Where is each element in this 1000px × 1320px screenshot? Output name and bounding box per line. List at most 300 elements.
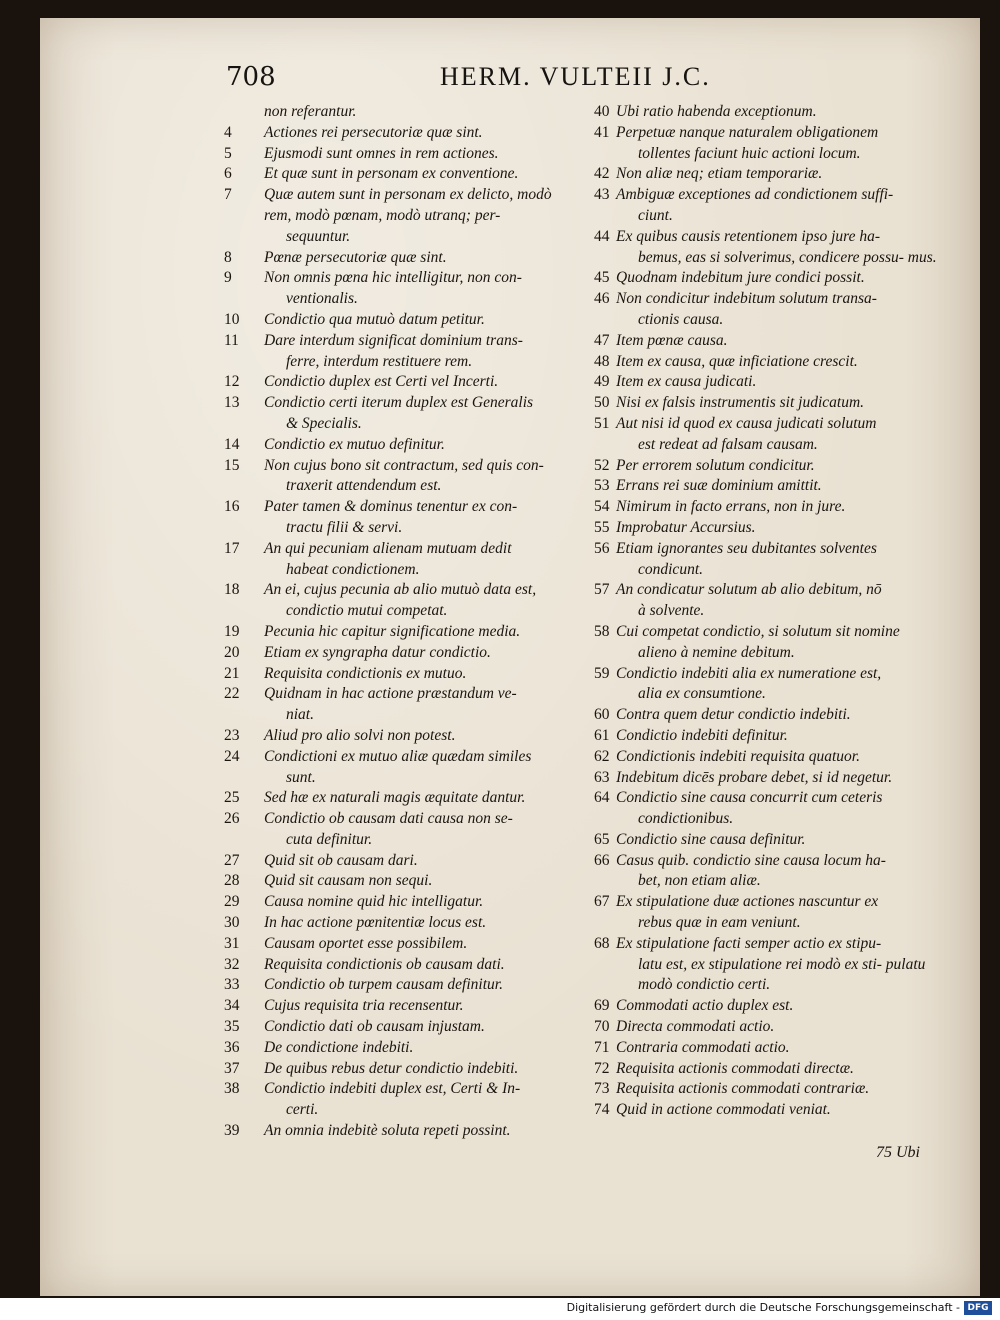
entry-text	[616, 476, 970, 497]
entry-continuation: ctionis causa.	[638, 310, 724, 328]
entry-text	[264, 372, 590, 393]
entry-number: 25	[224, 789, 240, 807]
entry-text	[264, 726, 590, 747]
entry-line: Condictio indebiti alia ex numeratione est,	[616, 664, 882, 682]
entry-line: Condictio sine causa definitur.	[616, 830, 806, 848]
entry-continuation: traxerit attendendum est.	[286, 477, 442, 495]
entry-number: 8	[224, 248, 232, 266]
entry-text	[616, 331, 970, 352]
entry-number: 49	[594, 373, 610, 391]
index-entry	[590, 1100, 970, 1121]
index-entry	[590, 892, 970, 934]
entry-number: 70	[594, 1018, 610, 1036]
entry-number: 23	[224, 726, 240, 744]
index-entry	[220, 664, 590, 685]
entry-line: Non condicitur indebitum solutum transa-	[616, 290, 877, 308]
entry-number: 38	[224, 1080, 240, 1098]
entry-number: 11	[224, 331, 239, 349]
index-entry	[220, 934, 590, 955]
entry-number: 51	[594, 414, 610, 432]
entry-number: 39	[224, 1122, 240, 1140]
book-page	[40, 18, 980, 1296]
entry-line: Errans rei suæ dominium amittit.	[616, 477, 822, 495]
entry-text	[616, 518, 970, 539]
index-entry	[590, 1079, 970, 1100]
entry-number: 65	[594, 830, 610, 848]
entry-text	[264, 393, 590, 435]
entry-number: 55	[594, 518, 610, 536]
entry-number: 7	[224, 186, 232, 204]
entry-line: Etiam ignorantes seu dubitantes solventes	[616, 539, 877, 557]
entry-continuation: bemus, eas si solverimus, condicere possu- mus.	[638, 248, 937, 266]
index-entry	[590, 580, 970, 622]
entry-number: 37	[224, 1059, 240, 1077]
entry-text	[616, 996, 970, 1017]
entry-continuation: & Specialis.	[286, 414, 362, 432]
entry-line: Etiam ex syngrapha datur condictio.	[264, 643, 491, 661]
entry-text	[616, 352, 970, 373]
entry-continuation: ferre, interdum restituere rem.	[286, 352, 473, 370]
entry-continuation: tractu filii & servi.	[286, 518, 403, 536]
entry-number: 6	[224, 165, 232, 183]
entry-line: Contraria commodati actio.	[616, 1038, 790, 1056]
entry-line: Causam oportet esse possibilem.	[264, 934, 468, 952]
entry-text	[616, 289, 970, 331]
index-entry	[590, 1059, 970, 1080]
entry-number: 14	[224, 435, 240, 453]
entry-number: 45	[594, 269, 610, 287]
index-entry	[590, 497, 970, 518]
entry-number: 16	[224, 498, 240, 516]
entry-text	[264, 934, 590, 955]
entry-line: Item ex causa judicati.	[616, 373, 757, 391]
entry-continuation: est redeat ad falsam causam.	[638, 435, 818, 453]
entry-line: Condictio dati ob causam injustam.	[264, 1018, 485, 1036]
entry-text	[264, 622, 590, 643]
entry-number: 17	[224, 539, 240, 557]
entry-line: Aut nisi id quod ex causa judicati solutum	[616, 414, 877, 432]
entry-line: Condictio indebiti definitur.	[616, 726, 788, 744]
entry-number: 72	[594, 1059, 610, 1077]
entry-number: 58	[594, 622, 610, 640]
page-header	[40, 62, 980, 102]
entry-text	[616, 227, 970, 269]
entry-line: Ubi ratio habenda exceptionum.	[616, 103, 817, 120]
entry-line: Condictio indebiti duplex est, Certi & In-	[264, 1080, 521, 1098]
index-entry	[590, 123, 970, 165]
entry-continuation: cuta definitur.	[286, 830, 373, 848]
entry-number: 33	[224, 976, 240, 994]
entry-continuation: alia ex consumtione.	[638, 685, 766, 703]
index-entry	[590, 705, 970, 726]
index-entry	[590, 830, 970, 851]
entry-line: Contra quem detur condictio indebiti.	[616, 706, 851, 724]
entry-number: 46	[594, 290, 610, 308]
entry-text	[616, 622, 970, 664]
entry-number: 48	[594, 352, 610, 370]
entry-number: 42	[594, 165, 610, 183]
index-entry	[590, 476, 970, 497]
entry-text	[616, 185, 970, 227]
index-column-left	[220, 102, 590, 1142]
entry-line: Requisita condictionis ob causam dati.	[264, 955, 505, 973]
entry-continuation: alieno à nemine debitum.	[638, 643, 795, 661]
entry-text	[616, 747, 970, 768]
entry-line: An omnia indebitè soluta repeti possint.	[264, 1122, 511, 1140]
entry-text	[616, 1017, 970, 1038]
entry-text	[264, 102, 590, 123]
index-entry	[590, 851, 970, 893]
index-entry	[220, 393, 590, 435]
entry-number: 30	[224, 914, 240, 932]
index-entry	[590, 331, 970, 352]
entry-text	[616, 1100, 970, 1121]
entry-text	[616, 123, 970, 165]
entry-continuation: sequuntur.	[286, 227, 351, 245]
entry-number: 20	[224, 643, 240, 661]
entry-text	[264, 955, 590, 976]
entry-number: 29	[224, 893, 240, 911]
digitization-footer	[0, 1298, 1000, 1320]
entry-number: 24	[224, 747, 240, 765]
entry-number: 21	[224, 664, 240, 682]
index-entry	[590, 185, 970, 227]
index-entry	[590, 414, 970, 456]
entry-text	[616, 268, 970, 289]
entry-text	[264, 1017, 590, 1038]
entry-continuation: niat.	[286, 706, 314, 724]
entry-number: 26	[224, 810, 240, 828]
index-entry	[590, 268, 970, 289]
index-entry	[590, 164, 970, 185]
index-entry	[220, 539, 590, 581]
index-entry	[220, 1059, 590, 1080]
entry-line: Per errorem solutum condicitur.	[616, 456, 815, 474]
entry-line: An ei, cujus pecunia ab alio mutuò data est,	[264, 581, 537, 599]
entry-number: 68	[594, 934, 610, 952]
entry-text	[264, 435, 590, 456]
index-entry	[590, 747, 970, 768]
index-entry	[220, 809, 590, 851]
entry-line: An qui pecuniam alienam mutuam dedit	[264, 539, 512, 557]
index-entry	[220, 1079, 590, 1121]
index-entry	[220, 435, 590, 456]
entry-text	[264, 123, 590, 144]
entry-line: Non omnis pœna hic intelligitur, non con-	[264, 269, 522, 287]
entry-text	[264, 684, 590, 726]
entry-text	[616, 1079, 970, 1100]
index-entry	[590, 788, 970, 830]
entry-text	[264, 580, 590, 622]
entry-line: Condictio ob causam dati causa non se-	[264, 810, 513, 828]
entry-number: 71	[594, 1038, 610, 1056]
index-entry	[590, 934, 970, 996]
index-entry	[220, 144, 590, 165]
entry-number: 57	[594, 581, 610, 599]
index-entry	[220, 747, 590, 789]
entry-line: Ex stipulatione facti semper actio ex stipu-	[616, 934, 882, 952]
page-number: 708	[226, 62, 276, 92]
index-entry	[220, 643, 590, 664]
entry-line: Dare interdum significat dominium trans-	[264, 331, 523, 349]
entry-number: 18	[224, 581, 240, 599]
entry-text	[264, 809, 590, 851]
index-entry	[220, 1017, 590, 1038]
entry-number: 56	[594, 539, 610, 557]
entry-line: Condictio duplex est Certi vel Incerti.	[264, 373, 499, 391]
entry-line: Condictionis indebiti requisita quatuor.	[616, 747, 860, 765]
entry-number: 19	[224, 622, 240, 640]
entry-text	[616, 1059, 970, 1080]
entry-number: 40	[594, 103, 610, 120]
entry-text	[616, 664, 970, 706]
entry-text	[616, 102, 970, 123]
index-entry	[590, 227, 970, 269]
entry-line: An condicatur solutum ab alio debitum, nō	[616, 581, 882, 599]
entry-line: Pecunia hic capitur significatione media.	[264, 622, 521, 640]
entry-text	[264, 747, 590, 789]
entry-text	[616, 851, 970, 893]
entry-number: 67	[594, 893, 610, 911]
entry-text	[616, 414, 970, 456]
entry-continuation: condictionibus.	[638, 810, 734, 828]
entry-number: 53	[594, 477, 610, 495]
entry-text	[264, 851, 590, 872]
entry-number: 12	[224, 373, 240, 391]
entry-text	[264, 643, 590, 664]
entry-text	[264, 1038, 590, 1059]
entry-line: Commodati actio duplex est.	[616, 997, 794, 1015]
entry-line: Quodnam indebitum jure condici possit.	[616, 269, 865, 287]
entry-line: Et quæ sunt in personam ex conventione.	[264, 165, 519, 183]
index-entry	[220, 726, 590, 747]
entry-line: Requisita actionis commodati contrariæ.	[616, 1080, 870, 1098]
entry-line: Aliud pro alio solvi non potest.	[264, 726, 456, 744]
entry-number: 54	[594, 498, 610, 516]
entry-text	[264, 185, 590, 247]
entry-line: Item ex causa, quæ inficiatione crescit.	[616, 352, 858, 370]
entry-line: De condictione indebiti.	[264, 1038, 414, 1056]
index-entry	[220, 164, 590, 185]
entry-line: Condictio certi iterum duplex est Generalis	[264, 394, 534, 412]
entry-line: Ex stipulatione duæ actiones nascuntur ex	[616, 893, 879, 911]
entry-line: Item pœnæ causa.	[616, 331, 728, 349]
entry-number: 47	[594, 331, 610, 349]
entry-line: Quidnam in hac actione præstandum ve-	[264, 685, 517, 703]
entry-text	[616, 705, 970, 726]
entry-line: Non cujus bono sit contractum, sed quis con-	[264, 456, 544, 474]
entry-line: non referantur.	[264, 103, 357, 120]
entry-text	[616, 788, 970, 830]
entry-text	[264, 268, 590, 310]
entry-text	[264, 975, 590, 996]
entry-line: Non aliæ neq; etiam temporariæ.	[616, 165, 823, 183]
entry-text	[264, 892, 590, 913]
entry-line: Requisita condictionis ex mutuo.	[264, 664, 467, 682]
index-entry	[220, 892, 590, 913]
index-entry	[220, 185, 590, 247]
dfg-logo: DFG	[964, 1301, 992, 1315]
entry-text	[264, 497, 590, 539]
entry-number: 32	[224, 955, 240, 973]
entry-number: 59	[594, 664, 610, 682]
entry-text	[264, 456, 590, 498]
entry-line: Improbatur Accursius.	[616, 518, 756, 536]
entry-line: Pater tamen & dominus tenentur ex con-	[264, 498, 518, 516]
entry-line: Condictio ex mutuo definitur.	[264, 435, 445, 453]
entry-text	[264, 871, 590, 892]
entry-line: De quibus rebus detur condictio indebiti.	[264, 1059, 519, 1077]
entry-number: 27	[224, 851, 240, 869]
entry-text	[616, 580, 970, 622]
entry-number: 43	[594, 186, 610, 204]
index-entry	[220, 497, 590, 539]
index-entry	[220, 268, 590, 310]
index-entry	[220, 788, 590, 809]
entry-number: 31	[224, 934, 240, 952]
entry-text	[264, 996, 590, 1017]
entry-number: 36	[224, 1038, 240, 1056]
entry-number: 13	[224, 394, 240, 412]
entry-text	[616, 539, 970, 581]
entry-text	[264, 248, 590, 269]
entry-line: Condictio sine causa concurrit cum ceteris	[616, 789, 883, 807]
index-entry	[590, 1017, 970, 1038]
entry-continuation: latu est, ex stipulatione rei modò ex sti- pulatu modò condictio certi.	[638, 955, 926, 994]
entry-number: 41	[594, 123, 610, 141]
entry-continuation: bet, non etiam aliæ.	[638, 872, 761, 890]
entry-number: 69	[594, 997, 610, 1015]
entry-text	[616, 892, 970, 934]
entry-number: 74	[594, 1101, 610, 1119]
index-entry	[220, 102, 590, 123]
index-entry	[590, 664, 970, 706]
entry-continuation: à solvente.	[638, 602, 705, 620]
entry-line: Nimirum in facto errans, non in jure.	[616, 498, 846, 516]
entry-number: 66	[594, 851, 610, 869]
entry-line: Perpetuæ nanque naturalem obligationem	[616, 123, 879, 141]
entry-continuation: sunt.	[286, 768, 316, 786]
index-entry	[220, 851, 590, 872]
entry-line: Quid in actione commodati veniat.	[616, 1101, 831, 1119]
entry-continuation: ciunt.	[638, 206, 673, 224]
entry-line: Indebitum dicēs probare debet, si id negetur.	[616, 768, 893, 786]
entry-text	[264, 310, 590, 331]
entry-line: Casus quib. condictio sine causa locum ha-	[616, 851, 886, 869]
entry-number: 9	[224, 269, 232, 287]
entry-line: Causa nomine quid hic intelligatur.	[264, 893, 484, 911]
index-entry	[590, 1038, 970, 1059]
entry-line: Condictio ob turpem causam definitur.	[264, 976, 503, 994]
entry-text	[264, 144, 590, 165]
entry-number: 34	[224, 997, 240, 1015]
entry-line: Cui competat condictio, si solutum sit nomine	[616, 622, 900, 640]
entry-text	[616, 164, 970, 185]
index-entry	[220, 975, 590, 996]
index-entry	[590, 393, 970, 414]
entry-line: Nisi ex falsis instrumentis sit judicatum.	[616, 394, 865, 412]
entry-text	[616, 934, 970, 996]
index-entry	[590, 768, 970, 789]
entry-text	[264, 788, 590, 809]
entry-text	[264, 331, 590, 373]
entry-text	[616, 497, 970, 518]
entry-line: Quid sit ob causam dari.	[264, 851, 418, 869]
index-entry	[220, 372, 590, 393]
entry-number: 44	[594, 227, 610, 245]
index-entry	[590, 372, 970, 393]
index-entry	[220, 1121, 590, 1142]
entry-number: 60	[594, 706, 610, 724]
index-entry	[220, 1038, 590, 1059]
entry-number: 4	[224, 123, 232, 141]
entry-text	[616, 830, 970, 851]
index-entry	[220, 456, 590, 498]
entry-number: 52	[594, 456, 610, 474]
entry-line: Actiones rei persecutoriæ quæ sint.	[264, 123, 483, 141]
entry-text	[616, 456, 970, 477]
entry-text	[616, 1038, 970, 1059]
entry-number: 22	[224, 685, 240, 703]
entry-text	[264, 913, 590, 934]
index-entry	[220, 331, 590, 373]
entry-number: 10	[224, 310, 240, 328]
entry-number: 28	[224, 872, 240, 890]
catchword: 75 Ubi	[876, 1144, 920, 1161]
entry-number: 62	[594, 747, 610, 765]
index-entry	[220, 996, 590, 1017]
entry-number: 64	[594, 789, 610, 807]
entry-text	[616, 726, 970, 747]
index-column-right	[590, 102, 970, 1121]
index-entry	[220, 310, 590, 331]
entry-text	[264, 1121, 590, 1142]
entry-continuation: condicunt.	[638, 560, 703, 578]
index-entry	[590, 622, 970, 664]
entry-text	[616, 372, 970, 393]
entry-continuation: tollentes faciunt huic actioni locum.	[638, 144, 861, 162]
entry-continuation: rebus quæ in eam veniunt.	[638, 914, 801, 932]
running-head: HERM. VULTEII J.C.	[440, 62, 711, 91]
index-entry	[590, 518, 970, 539]
entry-continuation: certi.	[286, 1101, 319, 1119]
entry-number: 5	[224, 144, 232, 162]
entry-line: In hac actione pœnitentiæ locus est.	[264, 914, 487, 932]
index-entry	[590, 539, 970, 581]
index-entry	[590, 456, 970, 477]
entry-number: 15	[224, 456, 240, 474]
entry-line: Quid sit causam non sequi.	[264, 872, 433, 890]
entry-text	[616, 768, 970, 789]
index-entry	[220, 622, 590, 643]
entry-line: Directa commodati actio.	[616, 1018, 775, 1036]
entry-continuation: condictio mutui competat.	[286, 602, 448, 620]
entry-continuation: habeat condictionem.	[286, 560, 420, 578]
entry-line: Cujus requisita tria recensentur.	[264, 997, 464, 1015]
entry-line: Ejusmodi sunt omnes in rem actiones.	[264, 144, 499, 162]
entry-line: Condictioni ex mutuo aliæ quædam similes	[264, 747, 532, 765]
entry-text	[264, 664, 590, 685]
entry-line: Condictio qua mutuò datum petitur.	[264, 310, 485, 328]
index-entry	[220, 871, 590, 892]
index-entry	[220, 913, 590, 934]
entry-text	[264, 1079, 590, 1121]
entry-number: 50	[594, 394, 610, 412]
entry-continuation: ventionalis.	[286, 290, 358, 308]
index-entry	[590, 102, 970, 123]
index-entry	[220, 123, 590, 144]
entry-number: 73	[594, 1080, 610, 1098]
